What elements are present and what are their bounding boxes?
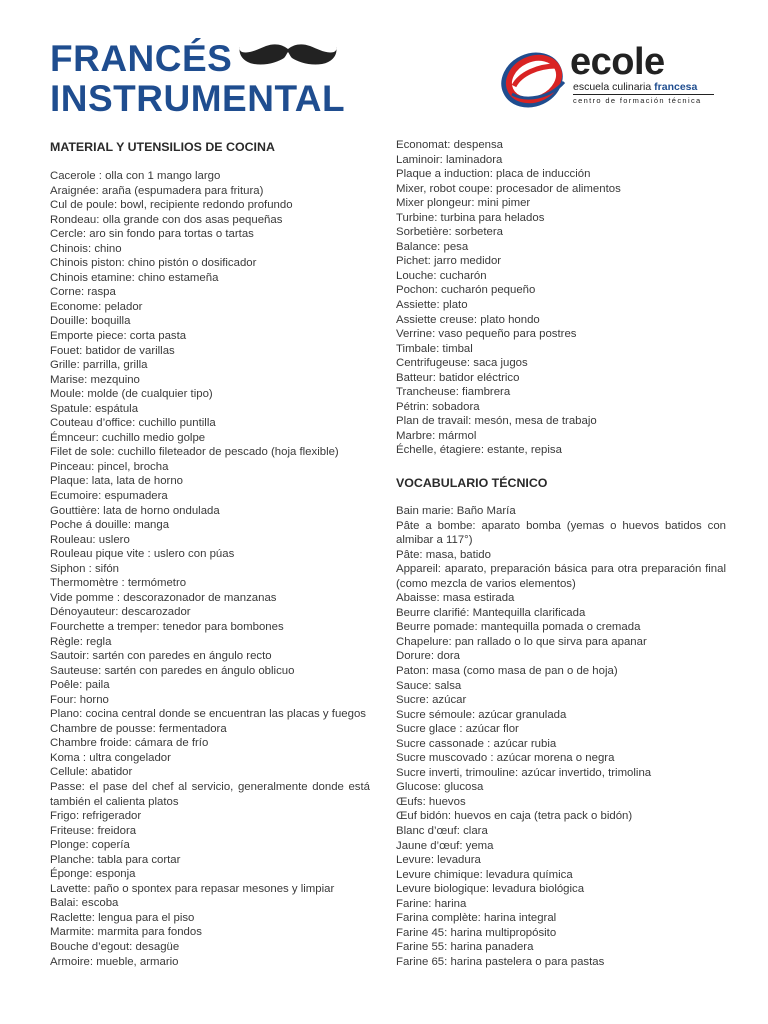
list-item: Œuf bidón: huevos en caja (tetra pack o bidón) xyxy=(396,810,633,823)
list-item: Marmite: marmita para fondos xyxy=(50,926,202,939)
list-item: Sucre: azúcar xyxy=(396,694,467,707)
list-item: Econome: pelador xyxy=(50,300,143,313)
list-item: Four: horno xyxy=(50,693,109,706)
logo-wordmark: ecole xyxy=(570,41,665,83)
list-item: Dorure: dora xyxy=(396,650,460,663)
list-item: Armoire: mueble, armario xyxy=(50,955,179,968)
list-item: Plaque a induction: placa de inducción xyxy=(396,168,591,181)
list-item: Araignée: araña (espumadera para fritura) xyxy=(50,184,264,197)
list-item: Cul de poule: bowl, recipiente redondo profundo xyxy=(50,199,293,212)
list-item: Levure chimique: levadura química xyxy=(396,868,573,881)
list-item: Beurre pomade: mantequilla pomada o cremada xyxy=(396,621,641,634)
list-item: Pétrin: sobadora xyxy=(396,400,480,413)
list-item: Plonge: copería xyxy=(50,839,130,852)
list-item: Mixer, robot coupe: procesador de alimentos xyxy=(396,182,621,195)
list-item: Moule: molde (de cualquier tipo) xyxy=(50,388,213,401)
ecole-swoosh-icon xyxy=(500,44,572,114)
list-item: Farine 45: harina multipropósito xyxy=(396,926,557,939)
title-line-2: INSTRUMENTAL xyxy=(50,78,346,120)
list-item: Chinois: chino xyxy=(50,242,122,255)
list-item: Pâte a bombe: aparato bomba (yemas o huevos batidos con almibar a 117°) xyxy=(396,519,726,547)
list-item: Timbale: timbal xyxy=(396,342,473,355)
list-item: Frigo: refrigerador xyxy=(50,810,142,823)
list-item: Passe: el pase del chef al servicio, generalmente donde está también el calienta platos xyxy=(50,780,370,808)
list-item: Cercle: aro sin fondo para tortas o tartas xyxy=(50,228,254,241)
list-item: Levure biologique: levadura biológica xyxy=(396,883,585,896)
list-item: Sorbetière: sorbetera xyxy=(396,226,504,239)
list-item: Assiette: plato xyxy=(396,299,468,312)
list-item: Pinceau: pincel, brocha xyxy=(50,460,169,473)
list-item: Couteau d’office: cuchillo puntilla xyxy=(50,417,216,430)
list-item: Appareil: aparato, preparación básica para otra preparación final (como mezcla de varios elementos) xyxy=(396,563,726,590)
logo-subtitle: escuela culinaria francesa xyxy=(573,81,698,93)
list-item: Thermomètre : termómetro xyxy=(50,577,187,590)
list-item: Farine: harina xyxy=(396,897,467,910)
list-item: Koma : ultra congelador xyxy=(50,751,171,764)
list-item: Rouleau pique vite : uslero con púas xyxy=(50,548,235,561)
list-item: Grille: parrilla, grilla xyxy=(50,359,148,372)
section-heading-vocabulario: VOCABULARIO TÉCNICO xyxy=(396,476,548,490)
list-item: Douille: boquilla xyxy=(50,315,131,328)
list-item: Paton: masa (como masa de pan o de hoja) xyxy=(396,665,618,678)
list-item: Marise: mezquino xyxy=(50,373,140,386)
list-item: Pâte: masa, batido xyxy=(396,548,491,561)
list-item: Spatule: espátula xyxy=(50,402,139,415)
material-list-continued xyxy=(396,138,726,458)
list-item: Siphon : sifón xyxy=(50,562,120,575)
list-item: Turbine: turbina para helados xyxy=(396,211,545,224)
logo-tagline: centro de formación técnica xyxy=(573,96,702,105)
list-item: Balai: escoba xyxy=(50,897,119,910)
list-item: Assiette creuse: plato hondo xyxy=(396,313,540,326)
mustache-icon xyxy=(238,39,338,77)
list-item: Plan de travail: mesón, mesa de trabajo xyxy=(396,415,597,428)
list-item: Levure: levadura xyxy=(396,854,481,867)
list-item: Farine 65: harina pastelera o para pastas xyxy=(396,955,605,968)
list-item: Friteuse: freidora xyxy=(50,824,137,837)
list-item: Planche: tabla para cortar xyxy=(50,853,181,866)
list-item: Règle: regla xyxy=(50,635,112,648)
section-heading-material: MATERIAL Y UTENSILIOS DE COCINA xyxy=(50,140,275,154)
list-item: Plaque: lata, lata de horno xyxy=(50,475,183,488)
page-title xyxy=(50,40,345,118)
vocabulario-list xyxy=(396,504,726,970)
list-item: Filet de sole: cuchillo fileteador de pescado (hoja flexible) xyxy=(50,446,339,459)
list-item: Glucose: glucosa xyxy=(396,781,484,794)
list-item: Balance: pesa xyxy=(396,240,469,253)
material-list xyxy=(50,169,370,969)
list-item: Marbre: mármol xyxy=(396,429,477,442)
list-item: Sautoir: sartén con paredes en ángulo recto xyxy=(50,650,272,663)
list-item: Jaune d’œuf: yema xyxy=(396,839,494,852)
list-item: Mixer plongeur: mini pimer xyxy=(396,197,531,210)
list-item: Ecumoire: espumadera xyxy=(50,490,168,503)
list-item: Œufs: huevos xyxy=(396,795,466,808)
list-item: Poêle: paila xyxy=(50,679,110,692)
list-item: Sucre muscovado : azúcar morena o negra xyxy=(396,752,615,765)
list-item: Sauteuse: sartén con paredes en ángulo oblicuo xyxy=(50,664,295,677)
list-item: Sucre sémoule: azúcar granulada xyxy=(396,708,567,721)
list-item: Bain marie: Baño María xyxy=(396,505,516,517)
list-item: Échelle, étagiere: estante, repisa xyxy=(396,444,562,457)
list-item: Cellule: abatidor xyxy=(50,766,133,779)
list-item: Laminoir: laminadora xyxy=(396,153,503,166)
list-item: Beurre clarifié: Mantequilla clarificada xyxy=(396,606,586,619)
list-item: Cacerole : olla con 1 mango largo xyxy=(50,170,221,182)
list-item: Bouche d’egout: desagüe xyxy=(50,940,180,953)
list-item: Pichet: jarro medidor xyxy=(396,255,502,268)
list-item: Lavette: paño o spontex para repasar mesones y limpiar xyxy=(50,882,335,895)
list-item: Plano: cocina central donde se encuentran las placas y fuegos xyxy=(50,708,366,721)
list-item: Verrine: vaso pequeño para postres xyxy=(396,328,577,341)
list-item: Centrifugeuse: saca jugos xyxy=(396,357,528,370)
list-item: Chinois etamine: chino estameña xyxy=(50,271,219,284)
logo-divider xyxy=(573,94,714,95)
list-item: Dénoyauteur: descarozador xyxy=(50,606,191,619)
list-item: Éponge: esponja xyxy=(50,868,136,881)
list-item: Sucre glace : azúcar flor xyxy=(396,723,519,736)
list-item: Abaisse: masa estirada xyxy=(396,592,515,605)
list-item: Corne: raspa xyxy=(50,286,116,299)
list-item: Economat: despensa xyxy=(396,139,504,151)
list-item: Batteur: batidor eléctrico xyxy=(396,371,520,384)
list-item: Sucre inverti, trimouline: azúcar invertido, trimolina xyxy=(396,766,652,779)
list-item: Rouleau: uslero xyxy=(50,533,130,546)
list-item: Emporte piece: corta pasta xyxy=(50,330,187,343)
list-item: Farine 55: harina panadera xyxy=(396,941,534,954)
title-line-1: FRANCÉS xyxy=(50,38,233,79)
list-item: Louche: cucharón xyxy=(396,269,487,282)
list-item: Fouet: batidor de varillas xyxy=(50,344,175,357)
ecole-logo xyxy=(500,41,718,114)
list-item: Sauce: salsa xyxy=(396,679,462,692)
list-item: Rondeau: olla grande con dos asas pequeñas xyxy=(50,213,283,226)
list-item: Chapelure: pan rallado o lo que sirva para apanar xyxy=(396,635,647,648)
list-item: Gouttière: lata de horno ondulada xyxy=(50,504,220,517)
list-item: Chambre de pousse: fermentadora xyxy=(50,722,227,735)
list-item: Raclette: lengua para el piso xyxy=(50,911,195,924)
list-item: Émnceur: cuchillo medio golpe xyxy=(50,431,206,444)
list-item: Farina complète: harina integral xyxy=(396,912,557,925)
list-item: Fourchette a tremper: tenedor para bombones xyxy=(50,620,284,633)
list-item: Sucre cassonade : azúcar rubia xyxy=(396,737,557,750)
list-item: Chambre froide: cámara de frío xyxy=(50,737,209,750)
list-item: Vide pomme : descorazonador de manzanas xyxy=(50,591,277,604)
list-item: Blanc d’œuf: clara xyxy=(396,825,488,838)
list-item: Chinois piston: chino pistón o dosificador xyxy=(50,257,257,270)
list-item: Pochon: cucharón pequeño xyxy=(396,284,536,297)
list-item: Trancheuse: fiambrera xyxy=(396,386,511,399)
list-item: Poche á douille: manga xyxy=(50,519,170,532)
